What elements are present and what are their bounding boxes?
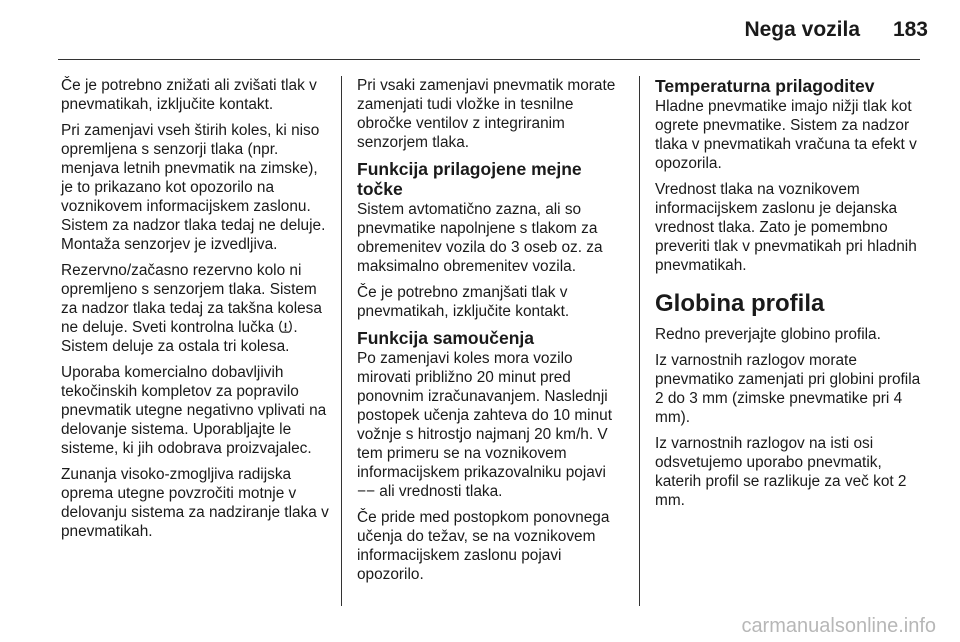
section-heading-temperature: Temperaturna prilagoditev — [655, 76, 875, 96]
paragraph: Pri zamenjavi vseh štirih koles, ki niso opremljena s senzorji tlaka (npr. menjava letnih pnevmatik na zimske), je to prikazano kot opozorilo na voznikovem informacijskem zaslonu. Sistem za nadzor tlaka tedaj ne deluje. Montaža senzorjev je izvedljiva. — [61, 122, 326, 253]
column-1 — [61, 76, 331, 548]
section-heading-tread-depth: Globina profila — [655, 290, 825, 317]
header-rule — [58, 59, 920, 60]
page-number: 183 — [892, 18, 928, 41]
paragraph: Če je potrebno znižati ali zvišati tlak v pnevmatikah, izključite kontakt. — [61, 77, 317, 113]
section-heading-self-learning: Funkcija samoučenja — [357, 328, 535, 348]
paragraph: Vrednost tlaka na voznikovem informacijskem zaslonu je dejanska vrednost tlaka. Zato je pomembno preveriti tlak v pnevmatikah pri hladnih pnevmatikah. — [655, 181, 917, 274]
paragraph — [357, 349, 627, 501]
display-dashes-symbol: −− — [357, 483, 375, 500]
paragraph: Sistem avtomatično zazna, ali so pnevmatike napolnjene s tlakom za obremenitev vozila do 3 oseb oz. za maksimalno obremenitev vozila. — [357, 201, 603, 275]
section-heading-adjusted-threshold: Funkcija prilagojene mejne točke — [357, 159, 582, 199]
text-run: Po zamenjavi koles mora vozilo mirovati približno 20 minut pred ponovnim izračunavanjem. Naslednji postopek učenja zahteva do 10 minut vožnje s hitrostjo najmanj 20 km/h. V tem primeru se na voznikovem informacijskem prikazovalniku pojavi — [357, 350, 612, 481]
paragraph — [61, 261, 331, 356]
paragraph: Če pride med postopkom ponovnega učenja do težav, se na voznikovem informacijskem zaslonu pojavi opozorilo. — [357, 509, 610, 583]
column-3 — [655, 76, 925, 517]
paragraph: Uporaba komercialno dobavljivih tekočinskih kompletov za popravilo pnevmatik utegne negativno vplivati na delovanje sistema. Uporabljajte le sisteme, ki jih odobrava proizvajalec. — [61, 364, 327, 457]
paragraph: Hladne pnevmatike imajo nižji tlak kot ogrete pnevmatike. Sistem za nadzor tlaka v pnevmatikah vračuna ta efekt v opozorila. — [655, 98, 917, 172]
paragraph: Redno preverjajte globino profila. — [655, 326, 881, 343]
paragraph: Iz varnostnih razlogov na isti osi odsvetujemo uporabo pnevmatik, katerih profil se razlikuje za več kot 2 mm. — [655, 435, 907, 509]
paragraph: Zunanja visoko-zmogljiva radijska oprema utegne povzročiti motnje v delovanju sistema za nadziranje tlaka v pnevmatikah. — [61, 466, 329, 540]
watermark: carmanualsonline.info — [741, 615, 936, 637]
tire-pressure-warning-icon — [278, 319, 293, 334]
text-run: . Sistem deluje za ostala tri kolesa. — [61, 319, 298, 355]
column-divider-1 — [341, 76, 342, 606]
paragraph: Pri vsaki zamenjavi pnevmatik morate zamenjati tudi vložke in tesnilne obročke ventilov z integriranim senzorjem tlaka. — [357, 77, 616, 151]
paragraph: Če je potrebno zmanjšati tlak v pnevmatikah, izključite kontakt. — [357, 284, 570, 320]
column-divider-2 — [639, 76, 640, 606]
column-2 — [357, 76, 627, 591]
paragraph: Iz varnostnih razlogov morate pnevmatiko zamenjati pri globini profila 2 do 3 mm (zimske pnevmatike pri 4 mm). — [655, 352, 921, 426]
text-run: ali vrednosti tlaka. — [374, 483, 503, 500]
page-header-title: Nega vozila — [744, 18, 860, 41]
text-run: Rezervno/začasno rezervno kolo ni opremljeno s senzorjem tlaka. Sistem za nadzor tlaka tedaj za takšna kolesa ne deluje. Sveti kontrolna lučka — [61, 262, 322, 336]
